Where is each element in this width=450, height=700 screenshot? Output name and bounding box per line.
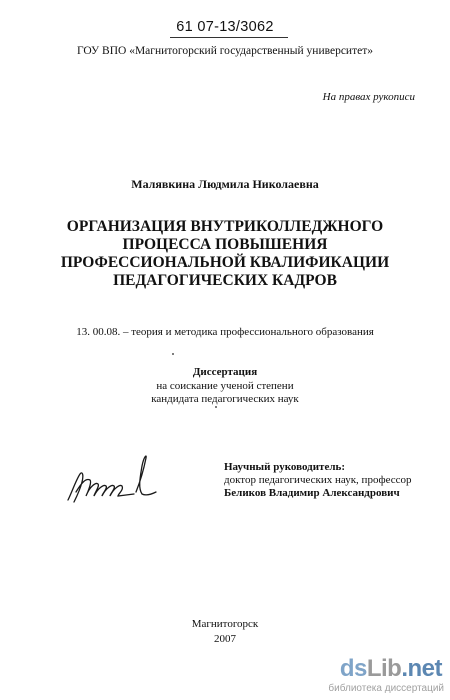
place-and-year xyxy=(0,617,450,647)
dissertation-title xyxy=(40,218,410,290)
institution-name: ГОУ ВПО «Магнитогорский государственный университет» xyxy=(77,45,373,57)
city: Магнитогорск xyxy=(191,618,259,630)
supervisor-name: Беликов Владимир Александрович xyxy=(224,487,400,499)
watermark-logo-part: .net xyxy=(401,655,442,682)
archive-code-underline xyxy=(170,37,288,38)
supervisor-heading: Научный руководитель: xyxy=(224,461,345,473)
scan-speck xyxy=(172,353,174,355)
degree-line: на соискание ученой степени xyxy=(156,379,294,392)
supervisor-degree: доктор педагогических наук, профессор xyxy=(224,474,412,486)
watermark-logo-part: Lib xyxy=(366,655,402,682)
title-line: ПРОФЕССИОНАЛЬНОЙ КВАЛИФИКАЦИИ xyxy=(60,254,390,271)
archive-code: 61 07-13/3062 xyxy=(176,19,274,35)
author-name: Малявкина Людмила Николаевна xyxy=(131,177,319,191)
title-line: ОРГАНИЗАЦИЯ ВНУТРИКОЛЛЕДЖНОГО xyxy=(66,218,384,235)
specialty-code: 13. 00.08. – теория и методика профессионального образования xyxy=(76,326,374,338)
dslib-watermark xyxy=(313,655,448,700)
scientific-supervisor xyxy=(224,461,412,500)
title-line: ПЕДАГОГИЧЕСКИХ КАДРОВ xyxy=(113,272,337,289)
title-line: ПРОЦЕССА ПОВЫШЕНИЯ xyxy=(122,236,328,253)
watermark-logo-part: ds xyxy=(339,655,367,682)
dissertation-type xyxy=(0,366,450,407)
dissertation-heading: Диссертация xyxy=(192,366,258,378)
watermark-subtitle: библиотека диссертаций xyxy=(328,683,444,694)
manuscript-rights-note: На правах рукописи xyxy=(322,91,415,103)
degree-line: кандидата педагогических наук xyxy=(151,393,299,405)
handwritten-signature xyxy=(64,452,160,510)
watermark-logo xyxy=(340,655,442,683)
year: 2007 xyxy=(214,633,236,645)
